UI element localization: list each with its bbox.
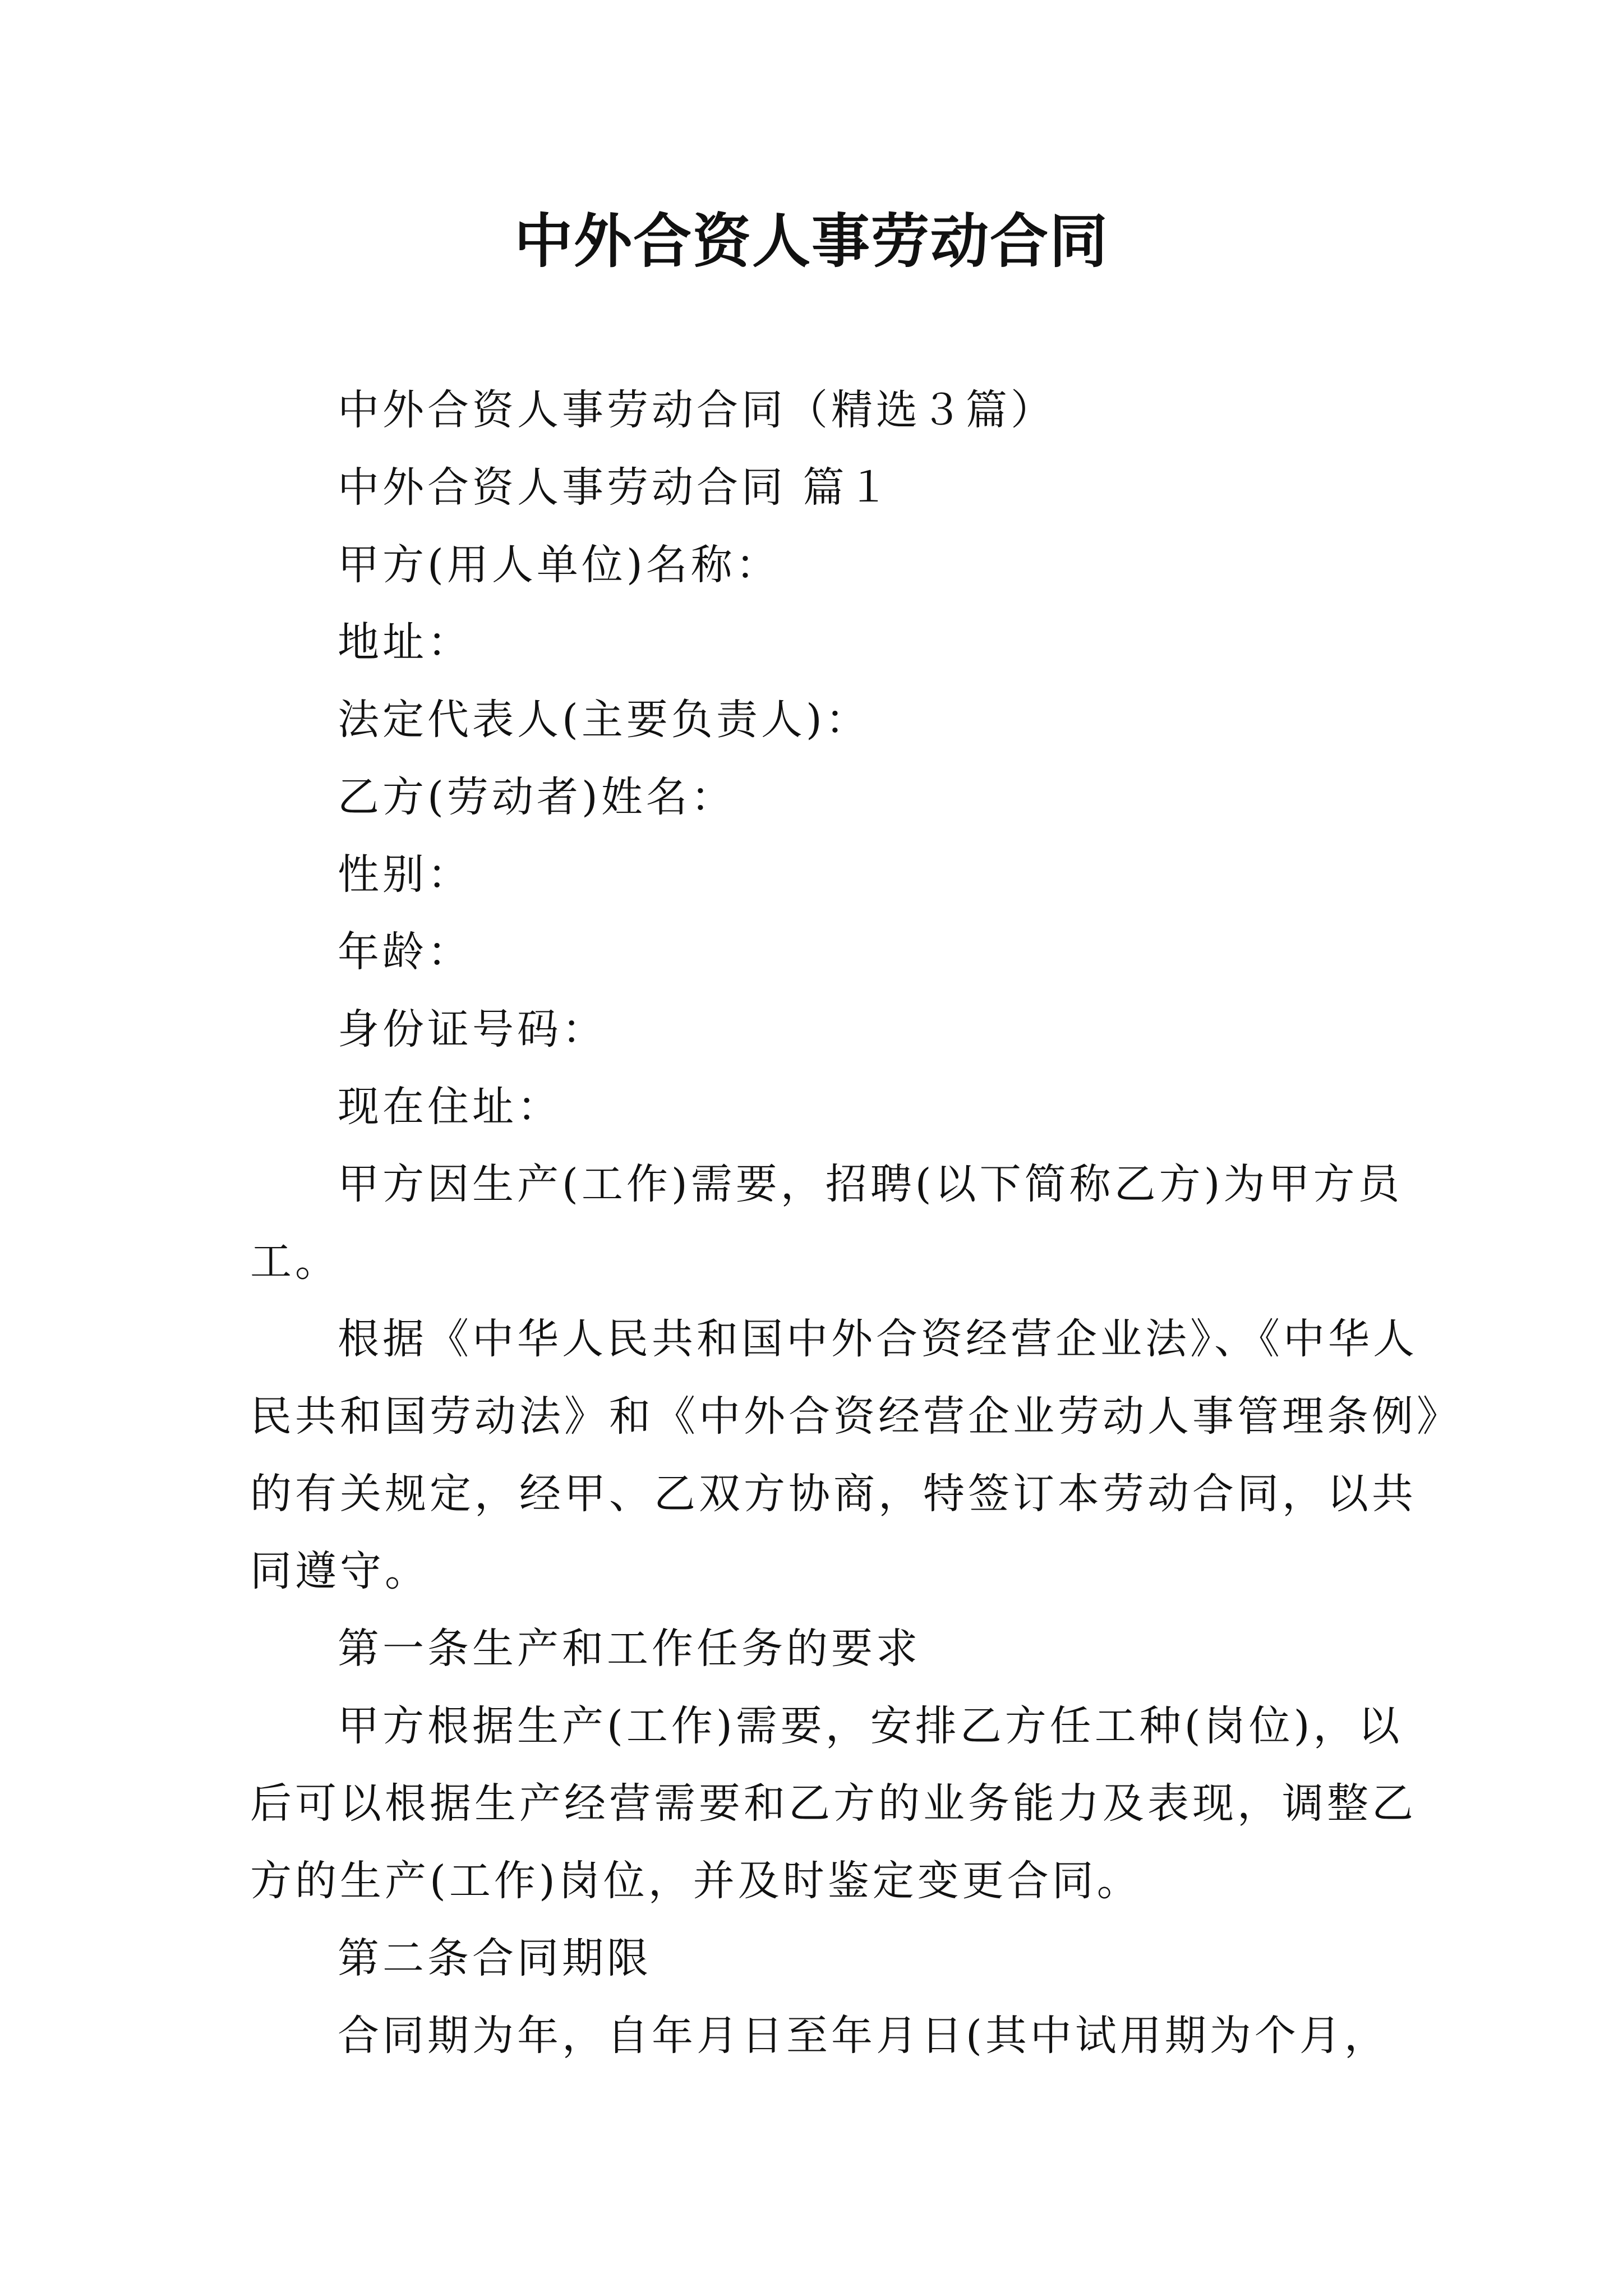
body-line: 甲方因生产(工作)需要，招聘(以下简称乙方)为甲方员 — [338, 1160, 1403, 1208]
body-line: 甲方(用人单位)名称： — [338, 541, 781, 589]
body-line: 中外合资人事劳动合同（精选３篇） — [338, 386, 1055, 434]
document-body — [250, 371, 1461, 2074]
body-line: 身份证号码： — [338, 1005, 607, 1053]
body-line: 甲方根据生产(工作)需要，安排乙方任工种(岗位)，以 — [338, 1702, 1403, 1750]
body-line: 的有关规定，经甲、乙双方协商，特签订本劳动合同，以共 — [250, 1470, 1417, 1518]
body-line: 乙方(劳动者)姓名： — [338, 773, 736, 821]
body-line: 地址： — [338, 618, 472, 666]
body-line: 根据《中华人民共和国中外合资经营企业法》、《中华人 — [338, 1315, 1418, 1363]
body-line: 法定代表人(主要负责人)： — [338, 696, 870, 744]
body-line: 后可以根据生产经营需要和乙方的业务能力及表现，调整乙 — [250, 1779, 1417, 1828]
body-line: 工。 — [250, 1237, 340, 1286]
body-line: 民共和国劳动法》和《中外合资经营企业劳动人事管理条例》 — [250, 1392, 1461, 1441]
body-line: 性别： — [338, 850, 472, 899]
document-title: 中外合资人事劳动合同 — [514, 207, 1109, 275]
body-line: 方的生产(工作)岗位，并及时鉴定变更合同。 — [250, 1857, 1142, 1905]
body-line: 第一条生产和工作任务的要求 — [338, 1625, 921, 1673]
body-line: 同遵守。 — [250, 1547, 430, 1595]
body-line: 第二条合同期限 — [338, 1934, 652, 1982]
body-line: 合同期为年，自年月日至年月日(其中试用期为个月， — [338, 2012, 1389, 2060]
body-line: 现在住址： — [338, 1083, 562, 1131]
body-line: 年龄： — [338, 928, 472, 976]
body-line: 中外合资人事劳动合同 篇１ — [338, 463, 893, 512]
